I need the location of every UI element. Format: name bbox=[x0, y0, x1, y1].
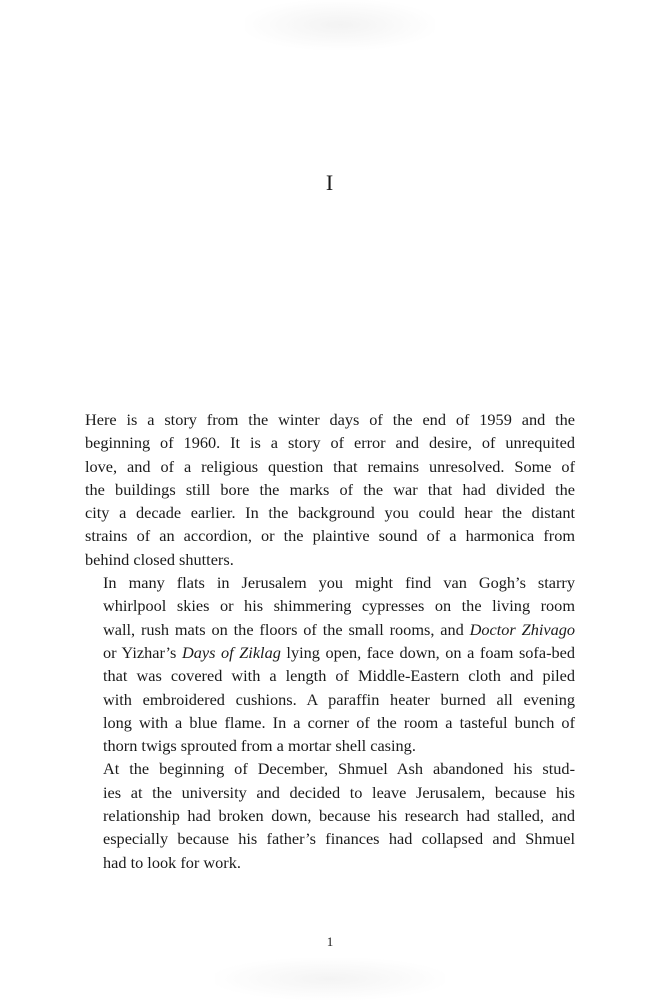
text-line: or Yizhar’s Days of Ziklag lying open, face down, on a foam sofa-bed bbox=[103, 642, 575, 662]
text-line: city a decade earlier. In the background you could hear the distant bbox=[85, 503, 575, 523]
text-line: especially because his father’s finances had collapsed and Shmuel bbox=[103, 829, 575, 849]
paragraph bbox=[85, 757, 575, 873]
text-line: behind closed shutters. bbox=[85, 549, 234, 569]
paragraph bbox=[85, 408, 575, 571]
text-line: thorn twigs sprouted from a mortar shell casing. bbox=[103, 736, 416, 756]
text-line: In many flats in Jerusalem you might find van Gogh’s starry bbox=[103, 573, 575, 593]
text-line: relationship had broken down, because his research had stalled, and bbox=[103, 806, 575, 826]
text-line: ies at the university and decided to leave Jerusalem, because his bbox=[103, 782, 575, 802]
text-line: with embroidered cushions. A paraffin heater burned all evening bbox=[103, 689, 575, 709]
text-line: Here is a story from the winter days of the end of 1959 and the bbox=[85, 410, 575, 429]
text-line: strains of an accordion, or the plaintive sound of a harmonica from bbox=[85, 526, 575, 546]
chapter-body bbox=[85, 408, 575, 874]
text-line: had to look for work. bbox=[103, 852, 241, 872]
page-number: 1 bbox=[326, 934, 334, 949]
text-line: whirlpool skies or his shimmering cypresses on the living room bbox=[103, 596, 575, 616]
chapter-number: I bbox=[325, 170, 335, 195]
text-line: that was covered with a length of Middle-Eastern cloth and piled bbox=[103, 666, 575, 686]
scan-shadow-top bbox=[245, 0, 435, 50]
text-line: wall, rush mats on the floors of the small rooms, and Doctor Zhivago bbox=[103, 619, 576, 639]
text-line: long with a blue flame. In a corner of the room a tasteful bunch of bbox=[103, 712, 575, 732]
book-title: Doctor Zhivago bbox=[469, 619, 576, 639]
book-title: Days of Ziklag bbox=[181, 642, 281, 662]
text-line: love, and of a religious question that remains unresolved. Some of bbox=[85, 456, 575, 476]
paragraph bbox=[85, 571, 575, 757]
text-line: the buildings still bore the marks of the war that had divided the bbox=[85, 479, 575, 499]
scan-shadow-bottom bbox=[215, 958, 445, 1000]
text-line: At the beginning of December, Shmuel Ash abandoned his stud- bbox=[103, 759, 575, 779]
text-line: beginning of 1960. It is a story of error and desire, of unrequited bbox=[85, 433, 575, 453]
